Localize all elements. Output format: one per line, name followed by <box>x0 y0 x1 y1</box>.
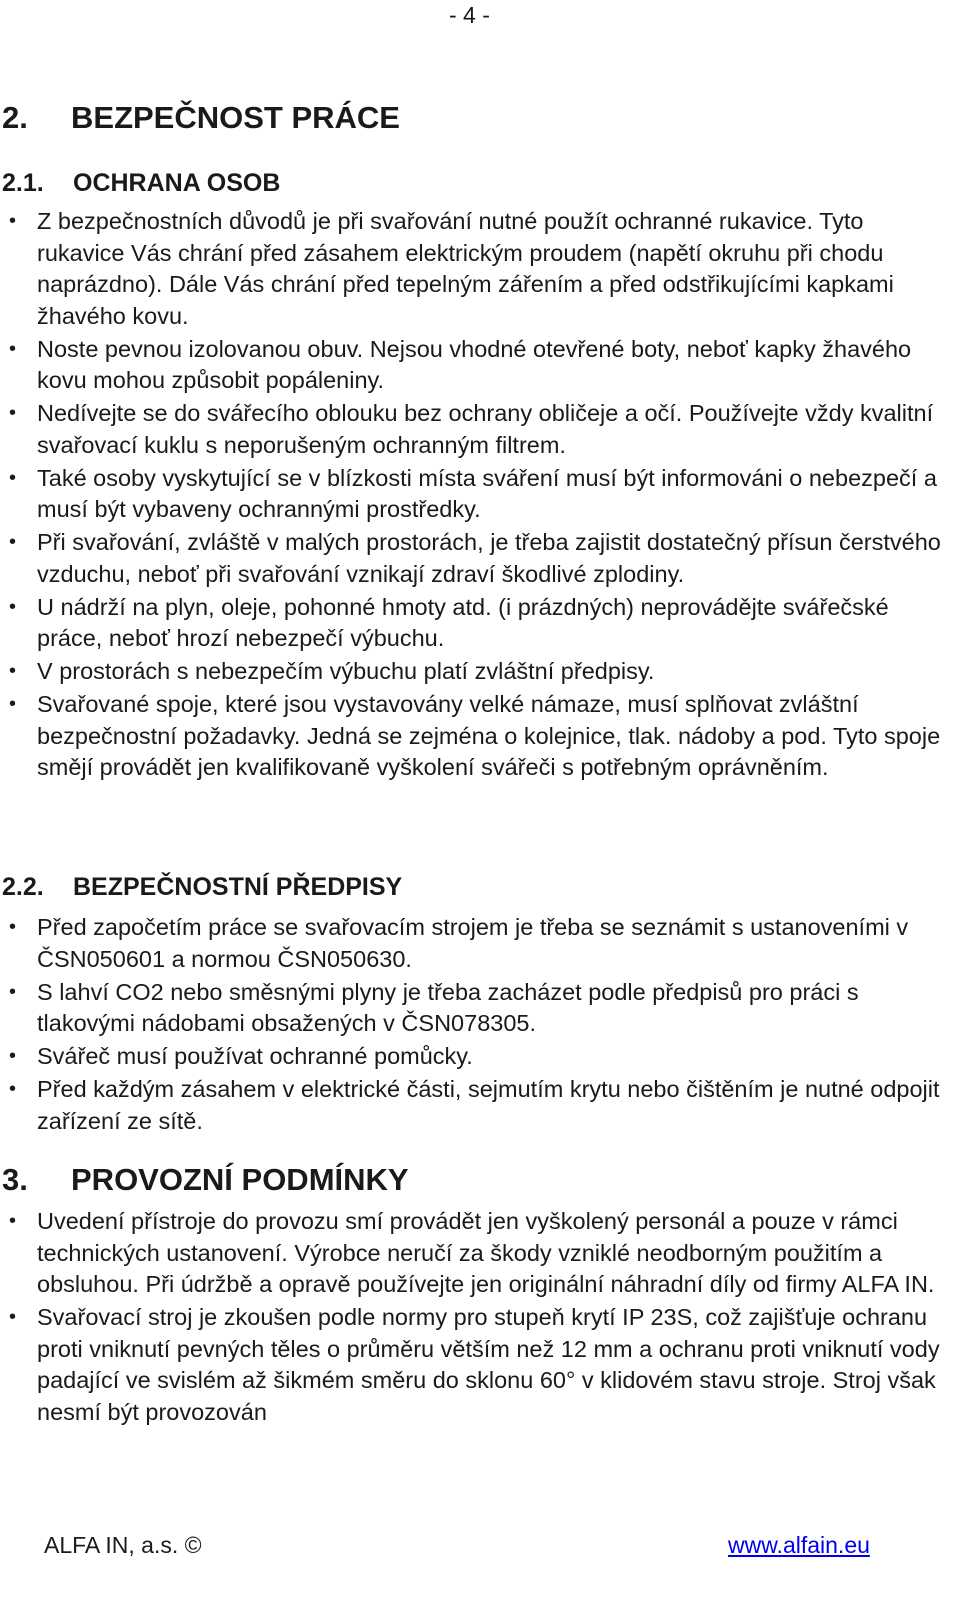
list-item: • Také osoby vyskytující se v blízkosti místa sváření musí být informováni o nebezpečí a musí být vybaveny ochrannými prostředky. <box>9 464 937 522</box>
list-item: • Nedívejte se do svářecího oblouku bez ochrany obličeje a očí. Používejte vždy kvalitní svařovací kuklu s neporušeným ochranným filtrem. <box>9 400 934 458</box>
bullet-icon: • <box>9 660 17 682</box>
bullet-icon: • <box>9 337 17 360</box>
footer-website-link[interactable]: www.alfain.eu <box>728 1532 870 1558</box>
list-item: • Noste pevnou izolovanou obuv. Nejsou vhodné otevřené boty, neboť kapky žhavého kovu mohou způsobit popáleniny. <box>9 335 912 393</box>
section-2-1-heading <box>2 169 280 198</box>
list-item: • Svařované spoje, které jsou vystavovány velké námaze, musí splňovat zvláštní bezpečnostní požadavky. Jedná se zejména o kolejnice, tlak. nádoby a pod. Tyto spoje smějí provádět jen kvalifikovaně vyškolení svářeči s potřebným oprávněním. <box>9 691 941 780</box>
footer-company: ALFA IN, a.s. © <box>44 1532 202 1558</box>
list-item: • U nádrží na plyn, oleje, pohonné hmoty atd. (i prázdných) neprovádějte svářečské práce, neboť hrozí nebezpečí výbuchu. <box>9 593 889 651</box>
section-2-1-title: OCHRANA OSOB <box>73 169 281 197</box>
list-item: • Před započetím práce se svařovacím strojem je třeba se seznámit s ustanoveními v ČSN050601 a normou ČSN050630. <box>9 914 909 972</box>
list-item: • Při svařování, zvláště v malých prostorách, je třeba zajistit dostatečný přísun čerstvého vzduchu, neboť při svařování vznikají zdraví škodlivé zplodiny. <box>9 529 941 587</box>
bullet-icon: • <box>9 693 17 715</box>
list-item: • Z bezpečnostních důvodů je při svařování nutné použít ochranné rukavice. Tyto rukavice Vás chrání před zásahem elektrickým proudem (napětí okruhu při chodu naprázdno). Dále Vás chrání před tepelným zářením a před odstřikujícími kapkami žhavého kovu. <box>9 208 894 329</box>
bullet-icon: • <box>9 595 17 618</box>
section-3-list <box>0 1206 945 1430</box>
section-2-2-title: BEZPEČNOSTNÍ PŘEDPISY <box>73 873 403 901</box>
section-3-title: PROVOZNÍ PODMÍNKY <box>71 1162 409 1197</box>
page-number: - 4 - <box>449 2 490 28</box>
section-2-1-list <box>0 206 945 785</box>
bullet-icon: • <box>9 980 17 1003</box>
bullet-icon: • <box>9 1045 17 1067</box>
section-3-number: 3. <box>2 1162 28 1197</box>
list-item: • Svařovací stroj je zkoušen podle normy pro stupeň krytí IP 23S, což zajišťuje ochranu proti vniknutí pevných těles o průměru větším než 12 mm a ochranu proti vniknutí vody padající ve svislém až šikmém směru do sklonu 60° v klidovém stavu stroje. Stroj však nesmí být provozován <box>9 1304 940 1425</box>
section-2-1-number: 2.1. <box>2 169 44 197</box>
bullet-icon: • <box>9 916 17 938</box>
list-item: • Svářeč musí používat ochranné pomůcky. <box>0 1041 945 1073</box>
list-item: • S lahví CO2 nebo směsnými plyny je třeba zacházet podle předpisů pro práci s tlakovými nádobami obsažených v ČSN078305. <box>9 978 859 1036</box>
bullet-icon: • <box>9 531 17 553</box>
section-2-title: BEZPEČNOST PRÁCE <box>71 100 400 135</box>
list-item: • V prostorách s nebezpečím výbuchu platí zvláštní předpisy. <box>0 656 945 688</box>
section-2-2-list <box>0 912 945 1139</box>
section-2-number: 2. <box>2 100 28 135</box>
bullet-icon: • <box>9 466 17 489</box>
list-item: • Uvedení přístroje do provozu smí provádět jen vyškolený personál a pouze v rámci technických ustanovení. Výrobce neručí za škody vzniklé neodborným použitím a obsluhou. Při údržbě a opravě používejte jen originální náhradní díly od firmy ALFA IN. <box>9 1208 935 1297</box>
bullet-icon: • <box>9 1306 17 1328</box>
section-2-2-heading <box>2 873 402 902</box>
list-item: • Před každým zásahem v elektrické části, sejmutím krytu nebo čištěním je nutné odpojit zařízení ze sítě. <box>9 1076 940 1134</box>
bullet-icon: • <box>9 210 17 232</box>
section-3-heading <box>2 1162 409 1198</box>
bullet-icon: • <box>9 1078 17 1100</box>
section-2-heading <box>2 100 400 136</box>
section-2-2-number: 2.2. <box>2 873 44 901</box>
bullet-icon: • <box>9 402 17 424</box>
bullet-icon: • <box>9 1210 17 1232</box>
